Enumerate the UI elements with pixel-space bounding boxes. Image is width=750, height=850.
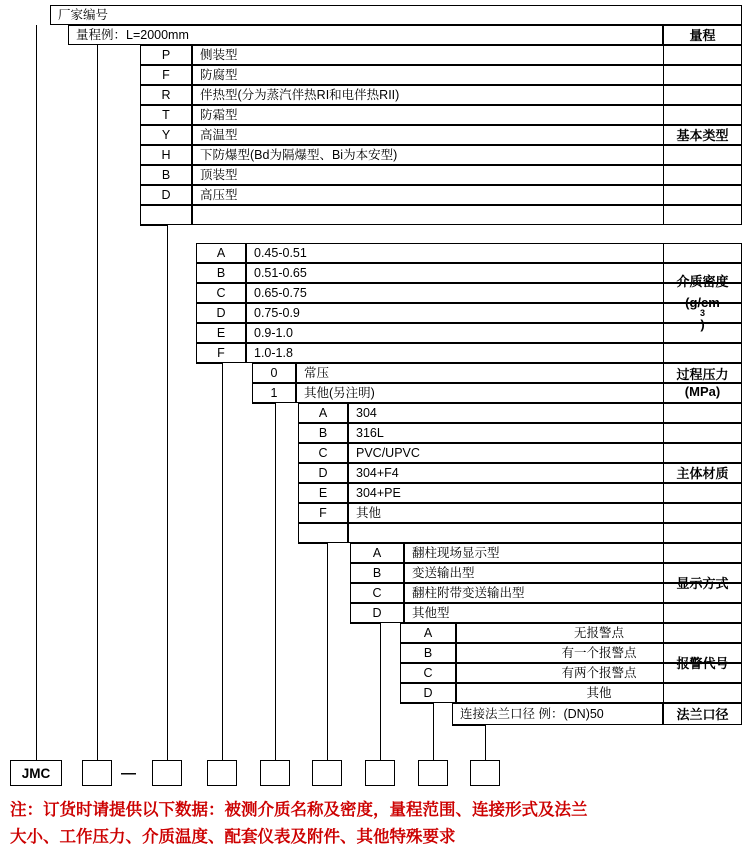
density-code-3: D <box>196 303 246 323</box>
note-line-1: 大小、工作压力、介质温度、配套仪表及附件、其他特殊要求 <box>10 828 456 846</box>
material-code-5: F <box>298 503 348 523</box>
basic-type-code-7: D <box>140 185 192 205</box>
line-flange <box>485 725 486 760</box>
density-code-2: C <box>196 283 246 303</box>
alarm-desc-2: 有两个报警点 <box>456 663 742 683</box>
line-basic-type <box>167 225 168 760</box>
material-desc-5: 其他 <box>348 503 742 523</box>
display-code-0: A <box>350 543 404 563</box>
basic-type-desc-6: 顶装型 <box>192 165 742 185</box>
basic-type-desc-5: 下防爆型(Bd为隔爆型、Bi为本安型) <box>192 145 742 165</box>
bottom-box-2 <box>152 760 182 786</box>
density-desc-2: 0.65-0.75 <box>246 283 742 303</box>
density-desc-1: 0.51-0.65 <box>246 263 742 283</box>
display-desc-0: 翻柱现场显示型 <box>404 543 742 563</box>
bottom-box-6 <box>365 760 395 786</box>
category-process-pressure-unit: (MPa) <box>684 384 721 399</box>
line-display-join <box>350 623 381 624</box>
alarm-code-2: C <box>400 663 456 683</box>
alarm-desc-3: 其他 <box>456 683 742 703</box>
display-desc-3: 其他型 <box>404 603 742 623</box>
display-code-2: C <box>350 583 404 603</box>
bottom-box-0: JMC <box>10 760 62 786</box>
category-medium-density-label: 介质密度 <box>676 274 729 289</box>
alarm-code-0: A <box>400 623 456 643</box>
pressure-code-1: 1 <box>252 383 296 403</box>
material-desc-2: PVC/UPVC <box>348 443 742 463</box>
basic-type-spacer-desc <box>192 205 742 225</box>
line-alarm <box>433 703 434 760</box>
category-medium-density <box>663 243 742 363</box>
material-code-1: B <box>298 423 348 443</box>
basic-type-desc-2: 伴热型(分为蒸汽伴热RI和电伴热RII) <box>192 85 742 105</box>
display-desc-2: 翻柱附带变送输出型 <box>404 583 742 603</box>
pressure-desc-1: 其他(另注明) <box>296 383 742 403</box>
category-display-mode: 显示方式 <box>663 543 742 623</box>
density-desc-5: 1.0-1.8 <box>246 343 742 363</box>
line-density-join <box>196 363 223 364</box>
basic-type-code-6: B <box>140 165 192 185</box>
line-pressure-join <box>252 403 276 404</box>
basic-type-code-1: F <box>140 65 192 85</box>
pressure-code-0: 0 <box>252 363 296 383</box>
bottom-box-3 <box>207 760 237 786</box>
alarm-desc-0: 无报警点 <box>456 623 742 643</box>
category-range: 量程 <box>663 25 742 45</box>
line-flange-join <box>452 725 486 726</box>
material-desc-4: 304+PE <box>348 483 742 503</box>
basic-type-desc-7: 高压型 <box>192 185 742 205</box>
material-code-2: C <box>298 443 348 463</box>
basic-type-desc-4: 高温型 <box>192 125 742 145</box>
basic-type-code-0: P <box>140 45 192 65</box>
alarm-code-1: B <box>400 643 456 663</box>
manufacturer-code-row: 厂家编号 <box>50 5 742 25</box>
line-manufacturer <box>36 25 37 760</box>
basic-type-code-2: R <box>140 85 192 105</box>
display-desc-1: 变送输出型 <box>404 563 742 583</box>
bottom-box-5 <box>312 760 342 786</box>
density-desc-4: 0.9-1.0 <box>246 323 742 343</box>
basic-type-desc-1: 防腐型 <box>192 65 742 85</box>
category-process-pressure <box>663 363 742 403</box>
category-body-material: 主体材质 <box>663 403 742 543</box>
category-medium-density-unit: (g/cm 3 ) <box>685 295 720 332</box>
material-spacer-code <box>298 523 348 543</box>
density-code-5: F <box>196 343 246 363</box>
display-code-3: D <box>350 603 404 623</box>
alarm-desc-1: 有一个报警点 <box>456 643 742 663</box>
material-code-4: E <box>298 483 348 503</box>
alarm-code-3: D <box>400 683 456 703</box>
category-process-pressure-label: 过程压力 <box>676 367 729 382</box>
line-pressure <box>275 403 276 760</box>
pressure-desc-0: 常压 <box>296 363 742 383</box>
bottom-box-4 <box>260 760 290 786</box>
material-desc-0: 304 <box>348 403 742 423</box>
density-desc-0: 0.45-0.51 <box>246 243 742 263</box>
basic-type-code-3: T <box>140 105 192 125</box>
basic-type-desc-0: 侧装型 <box>192 45 742 65</box>
density-code-1: B <box>196 263 246 283</box>
density-code-4: E <box>196 323 246 343</box>
display-code-1: B <box>350 563 404 583</box>
line-density <box>222 363 223 760</box>
line-alarm-join <box>400 703 434 704</box>
basic-type-desc-3: 防霜型 <box>192 105 742 125</box>
material-desc-3: 304+F4 <box>348 463 742 483</box>
basic-type-code-4: Y <box>140 125 192 145</box>
density-desc-3: 0.75-0.9 <box>246 303 742 323</box>
flange-diameter-desc: 连接法兰口径 例：(DN)50 <box>452 703 663 725</box>
bottom-separator: — <box>121 765 136 782</box>
material-code-0: A <box>298 403 348 423</box>
category-flange-diameter: 法兰口径 <box>663 703 742 725</box>
line-material-join <box>298 543 328 544</box>
category-alarm-code: 报警代号 <box>663 623 742 703</box>
note-line-0: 注：订货时请提供以下数据：被测介质名称及密度，量程范围、连接形式及法兰 <box>10 801 588 819</box>
line-material <box>327 543 328 760</box>
material-desc-1: 316L <box>348 423 742 443</box>
line-display <box>380 623 381 760</box>
category-basic-type: 基本类型 <box>663 45 742 225</box>
material-code-3: D <box>298 463 348 483</box>
line-range <box>97 45 98 760</box>
bottom-box-1 <box>82 760 112 786</box>
bottom-box-8 <box>470 760 500 786</box>
basic-type-spacer-code <box>140 205 192 225</box>
bottom-box-7 <box>418 760 448 786</box>
density-code-0: A <box>196 243 246 263</box>
basic-type-code-5: H <box>140 145 192 165</box>
line-basic-join <box>140 225 168 226</box>
range-example-row: 量程例：L=2000mm <box>68 25 663 45</box>
